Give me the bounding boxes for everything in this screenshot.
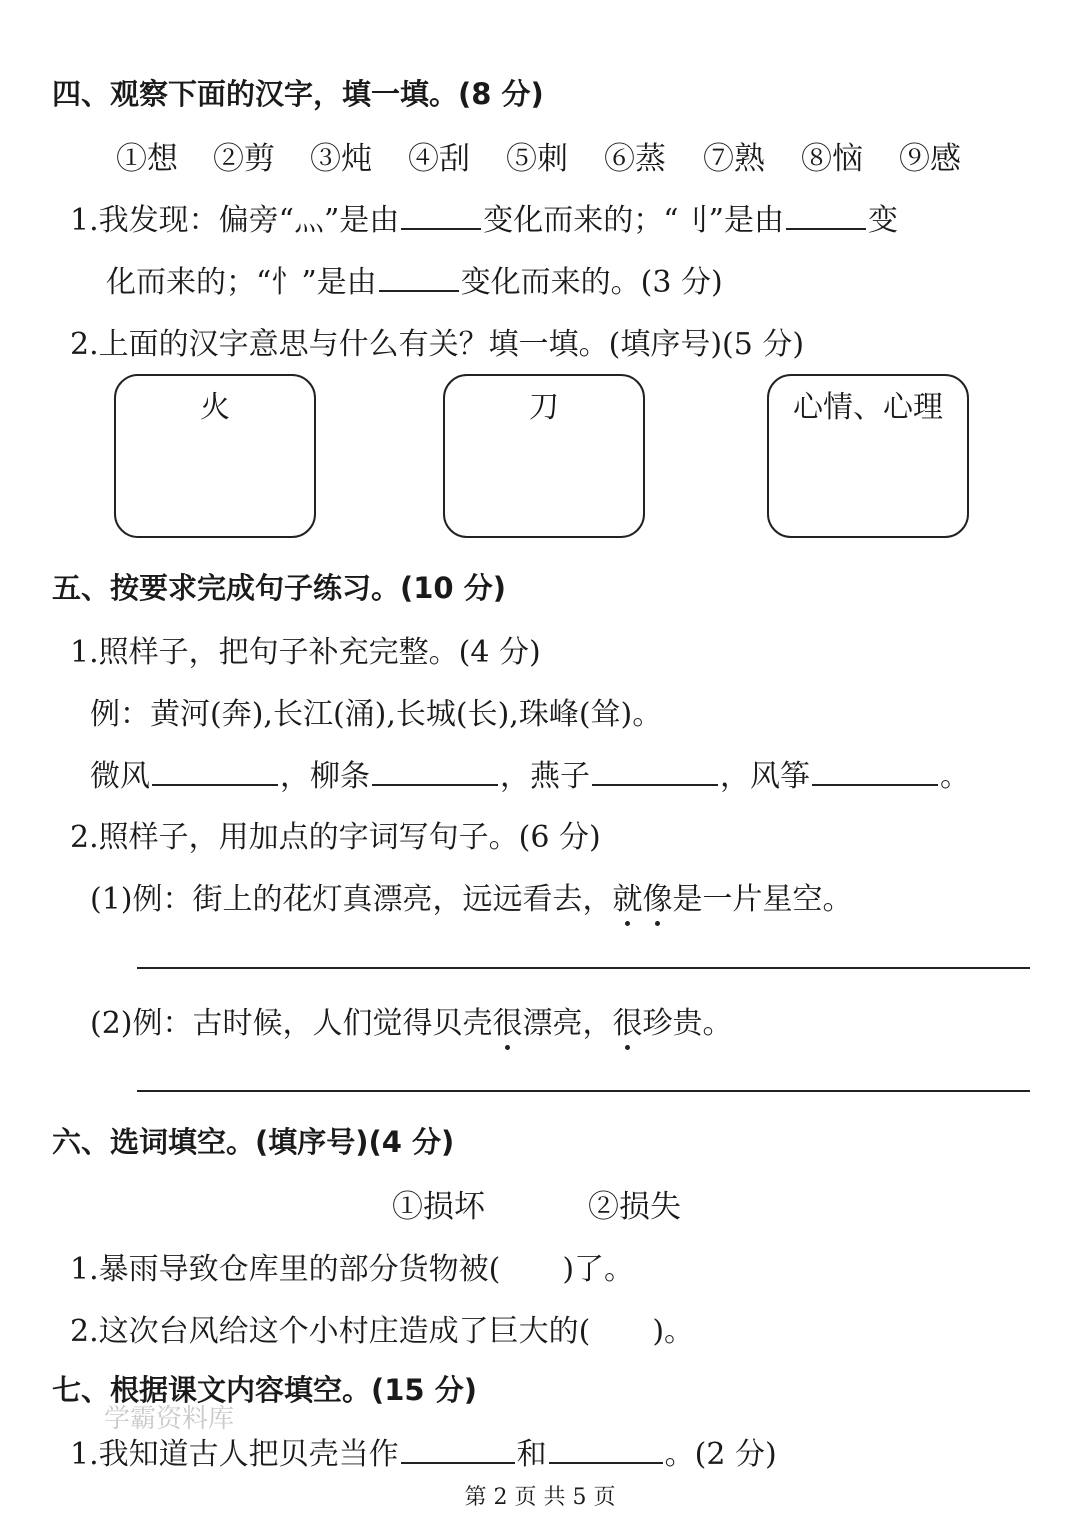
char-option: ②剪 xyxy=(213,141,275,177)
char-option: ⑤刺 xyxy=(506,141,568,177)
section-7-title: 七、根据课文内容填空。(15 分) xyxy=(52,1373,477,1407)
section-5-title: 五、按要求完成句子练习。(10 分) xyxy=(52,571,506,605)
dotted-char: 很 xyxy=(613,998,643,1042)
answer-blank[interactable] xyxy=(401,1438,515,1464)
example-sentence-2: (2)例：古时候，人们觉得贝壳很漂亮，很珍贵。 xyxy=(90,998,733,1042)
dotted-char: 像 xyxy=(643,874,673,918)
page-footer: 第 2 页 共 5 页 xyxy=(464,1485,616,1510)
answer-blank[interactable] xyxy=(379,266,459,292)
section-6-title: 六、选词填空。(填序号)(4 分) xyxy=(52,1125,455,1159)
dotted-char: 就 xyxy=(613,874,643,918)
watermark: 学霸资料库 xyxy=(104,1404,235,1434)
section-4-title: 四、观察下面的汉字，填一填。(8 分) xyxy=(52,77,544,111)
question-5-1-fill: 微风 ，柳条 ，燕子 ，风筝 。 xyxy=(90,759,970,794)
question-5-2-title: 2.照样子，用加点的字词写句子。(6 分) xyxy=(70,820,601,855)
word-option: ①损坏 xyxy=(392,1189,485,1225)
char-option: ⑦熟 xyxy=(703,141,765,177)
answer-blank[interactable] xyxy=(401,204,481,230)
answer-blank[interactable] xyxy=(786,204,866,230)
dotted-char: 很 xyxy=(493,998,523,1042)
answer-blank[interactable] xyxy=(549,1438,663,1464)
char-option: ⑥蒸 xyxy=(604,141,666,177)
answer-blank[interactable] xyxy=(812,760,938,786)
answer-blank[interactable] xyxy=(372,760,498,786)
word-option: ②损失 xyxy=(588,1189,681,1225)
question-6-1: 1.暴雨导致仓库里的部分货物被( )了。 xyxy=(70,1252,635,1287)
category-box-fire[interactable] xyxy=(114,374,316,538)
category-box-knife[interactable] xyxy=(443,374,645,538)
example-sentence-1: (1)例：街上的花灯真漂亮，远远看去，就像是一片星空。 xyxy=(90,874,853,918)
question-5-1-title: 1.照样子，把句子补充完整。(4 分) xyxy=(70,635,541,670)
char-option: ③炖 xyxy=(310,141,372,177)
char-option: ⑧恼 xyxy=(801,141,863,177)
question-4-1-line1: 1.我发现：偏旁“灬”是由 变化而来的；“刂”是由 变 xyxy=(70,203,898,238)
box-label: 心情、心理 xyxy=(793,390,943,425)
answer-line-2[interactable] xyxy=(137,1090,1030,1092)
answer-blank[interactable] xyxy=(152,760,278,786)
char-option: ④刮 xyxy=(408,141,470,177)
category-box-heart[interactable] xyxy=(767,374,969,538)
answer-line-1[interactable] xyxy=(137,967,1030,969)
box-label: 刀 xyxy=(529,390,559,425)
box-label: 火 xyxy=(200,390,230,425)
answer-blank[interactable] xyxy=(592,760,718,786)
question-7-1: 1.我知道古人把贝壳当作 和 。(2 分) xyxy=(70,1437,777,1472)
char-option: ①想 xyxy=(116,141,178,177)
question-5-1-example: 例：黄河(奔),长江(涌),长城(长),珠峰(耸)。 xyxy=(90,697,663,732)
question-4-2: 2.上面的汉字意思与什么有关？填一填。(填序号)(5 分) xyxy=(70,327,805,362)
char-option: ⑨感 xyxy=(899,141,961,177)
question-4-1-line2: 化而来的；“忄”是由 变化而来的。(3 分) xyxy=(106,265,723,300)
question-6-2: 2.这次台风给这个小村庄造成了巨大的( )。 xyxy=(70,1314,695,1349)
